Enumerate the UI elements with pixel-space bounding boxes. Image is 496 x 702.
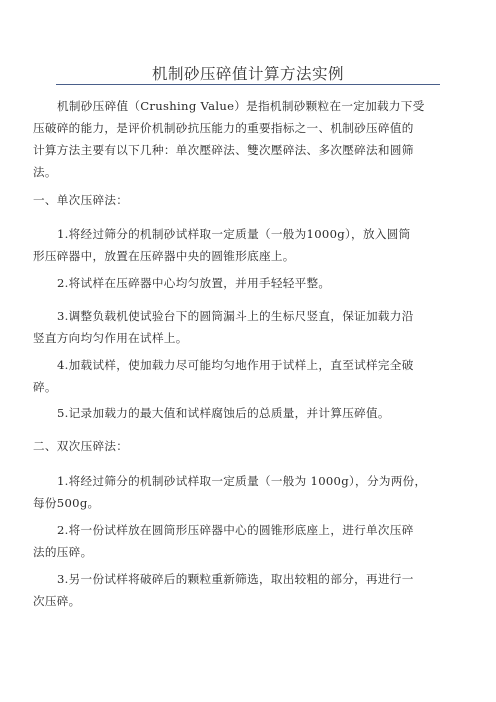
paragraph-line: 1.将经过筛分的机制砂试样取一定质量（一般为 1000g），分为两份， [57,474,427,488]
paragraph-line: 2.将试样在压碎器中心均匀放置，并用手轻轻平整。 [57,276,331,290]
paragraph-line: 碎。 [33,380,57,394]
step-paragraph [33,519,466,563]
paragraph-line: 法。 [33,165,57,179]
paragraph-line: 3.另一份试样将破碎后的颗粒重新筛选，取出较粗的部分，再进行一 [57,572,414,586]
paragraph-line: 形压碎器中，放置在压碎器中央的圆锥形底座上。 [33,249,295,263]
paragraph-line: 机制砂压碎值（Crushing Value）是指机制砂颗粒在一定加载力下受 [57,99,425,113]
paragraph-line: 次压碎。 [33,594,81,608]
section-heading-text: 二、双次压碎法： [33,439,129,453]
paragraph-line: 每份500g。 [33,496,100,510]
section-heading [33,189,466,211]
intro-paragraph [33,95,466,183]
paragraph-line: 3.调整负载机使试验台下的圆筒漏斗上的生标尺竖直，保证加载力沿 [57,309,414,323]
step-paragraph [33,402,466,424]
paragraph-line: 压破碎的能力，是评价机制砂抗压能力的重要指标之一、机制砂压碎值的 [33,121,414,135]
step-paragraph [33,470,466,514]
paragraph-line: 1.将经过筛分的机制砂试样取一定质量（一般为1000g），放入圆筒 [57,227,411,241]
step-paragraph [33,305,466,349]
document-title: 机制砂压碎值计算方法实例 [151,65,344,83]
section-heading-text: 一、单次压碎法： [33,193,129,207]
paragraph-line: 竖直方向均匀作用在试样上。 [33,331,188,345]
step-paragraph [33,223,466,267]
step-paragraph [33,354,466,398]
paragraph-line: 法的压碎。 [33,545,93,559]
paragraph-line: 计算方法主要有以下几种：单次壓碎法、雙次壓碎法、多次壓碎法和圆筛 [33,143,414,157]
step-paragraph [33,568,466,612]
paragraph-line: 2.将一份试样放在圆筒形压碎器中心的圆锥形底座上，进行单次压碎 [57,523,414,537]
paragraph-line: 4.加载试样，使加载力尽可能均匀地作用于试样上，直至试样完全破 [57,358,414,372]
section-heading [33,435,466,457]
step-paragraph [33,272,466,294]
paragraph-line: 5.记录加载力的最大值和试样腐蚀后的总质量，并计算压碎值。 [57,406,390,420]
title-divider [56,84,440,85]
